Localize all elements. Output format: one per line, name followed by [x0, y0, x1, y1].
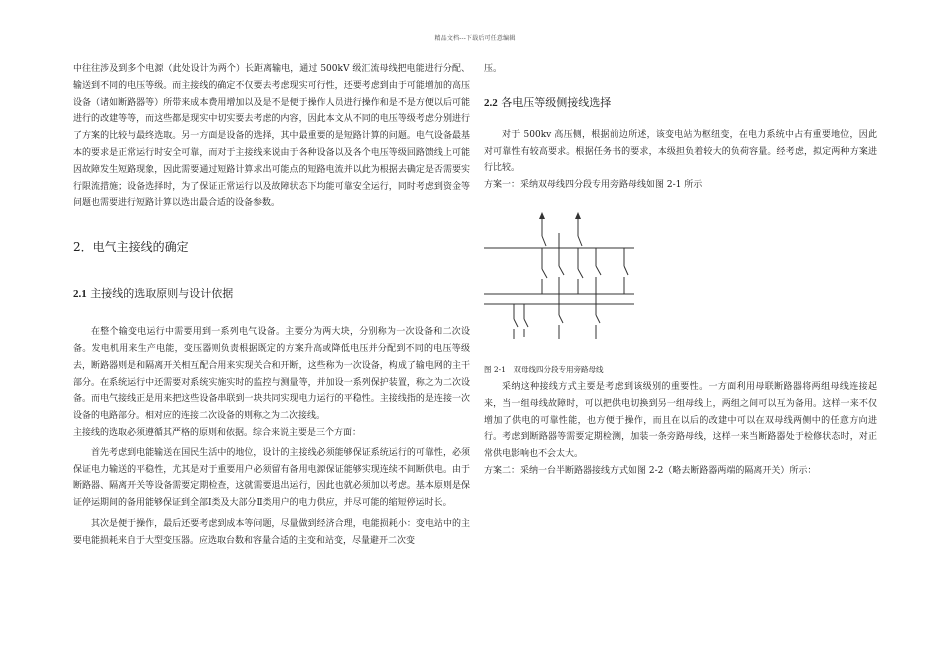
subsection-title: 各电压等级侧接线选择	[497, 95, 612, 109]
body-paragraph: 其次是便于操作，最后还要考虑到成本等问题，尽量做到经济合理，电能损耗小：变电站中的主要电能损耗来自于大型变压器。应选取台数和容量合适的主变和站变，尽量避开二次变	[73, 518, 470, 546]
subsection-heading-2-1	[73, 286, 470, 302]
continued-text: 压。	[484, 64, 503, 74]
subsection-title: 主接线的选取原则与设计依据	[86, 287, 234, 301]
subsection-number: 2.2	[484, 96, 498, 109]
left-column	[73, 61, 470, 550]
body-paragraph: 主接线的选取必须遵循其严格的原则和依据。综合来说主要是三个方面：	[73, 427, 362, 438]
right-column	[484, 61, 877, 480]
body-paragraph: 首先考虑到电能输送在国民生活中的地位，设计的主接线必须能够保证系统运行的可靠性，必须保证电力输送的平稳性，尤其是对于重要用户必须留有备用电源保证能够实现连续不间断供电。由于断路器、隔离开关等设备需要定期检查，这就需要退出运行，因此也就必须加以考虑。基本原则是保证停运期间的备用能够保证到全部Ⅰ类及大部分Ⅱ类用户的电力供应，并尽可能的缩短停运时长。	[73, 447, 470, 509]
body-paragraph: 对于 500kv 高压侧，根据前边所述，该变电站为枢纽变，在电力系统中占有重要地位，因此对可靠性有较高要求。根据任务书的要求，本级担负着较大的负荷容量。经考虑，拟定两种方案进行比较。	[484, 129, 877, 174]
arrow-up-icon	[575, 212, 581, 219]
figure-2-1-diagram	[484, 211, 744, 356]
figure-caption: 图 2-1 双母线四分段专用旁路母线	[484, 364, 604, 374]
body-paragraph: 在整个输变电运行中需要用到一系列电气设备。主要分为两大块，分别称为一次设备和二次设备。发电机用来生产电能，变压器则负责根据既定的方案升高或降低电压并分配到不同的电压等级去，断路器则是和隔离开关相互配合用来实现关合和开断，这些称为一次设备，构成了输电网的主干部分。在系统运行中还需要对系统实施实时的监控与测量等，并加设一系列保护装置，称之为二次设备。而电气接线正是用来把这些设备串联到一块共同实现电力运行的平稳性。主接线指的是连接一次设备的电路部分。相对应的连接二次设备的则称之为二次接线。	[73, 327, 470, 422]
body-paragraph: 采纳这种接线方式主要是考虑到该级别的重要性。一方面利用母联断路器将两组母线连接起来，当一组母线故障时，可以把供电切换到另一组母线上，两组之间可以互为备用。这样一来不仅增加了供电的可靠性能，也方便于操作，而且在以后的改建中可以在双母线两侧中的任意方向进行。考虑到断路器等需要定期检测，加装一条旁路母线，这样一来当断路器处于检修状态时，对正常供电影响也不会太大。	[484, 381, 877, 460]
arrow-up-icon	[539, 212, 545, 219]
subsection-number: 2.1	[73, 288, 87, 301]
section-heading-2: 2．电气主接线的确定	[73, 240, 189, 255]
subsection-heading-2-2	[484, 95, 877, 111]
scheme-two-text: 方案二：采纳一台半断路器接线方式如图 2-2（略去断路器两端的隔离开关）所示：	[484, 465, 817, 476]
page-header: 精品文档---下载后可任意编辑	[434, 35, 516, 42]
intro-paragraph: 中往往涉及到多个电源（此处设计为两个）长距离输电，通过 500kV 级汇流母线把电能进行分配、输送到不同的电压等级。而主接线的确定不仅要去考虑现实可行性，还要考虑到由于可能增加的高压设备（诸如断路器等）所带来成本费用增加以及是不是便于操作人员进行操作和是不是方便以后可能进行的改建等等，而这些都是现实中切实要去考虑的内容，因此本文从不同的电压等级考虑分别进行了方案的比较与最终选取。另一方面是设备的选择，其中最重要的是短路计算的问题。电气设备最基本的要求是正常运行时安全可靠，而对于主接线来说由于各种设备以及各个电压等级回路馈线上可能因故障发生短路现象，因此需要通过短路计算求出可能点的短路电流并以此为根据去确定是否需要实行限流措施；设备选择时，为了保证正常运行以及故障状态下均能可靠安全运行，同时考虑到资金等问题也需要进行短路计算以选出最合适的设备参数。	[73, 64, 470, 209]
scheme-one-text: 方案一：采纳双母线四分段专用旁路母线如图 2-1 所示	[484, 180, 703, 191]
